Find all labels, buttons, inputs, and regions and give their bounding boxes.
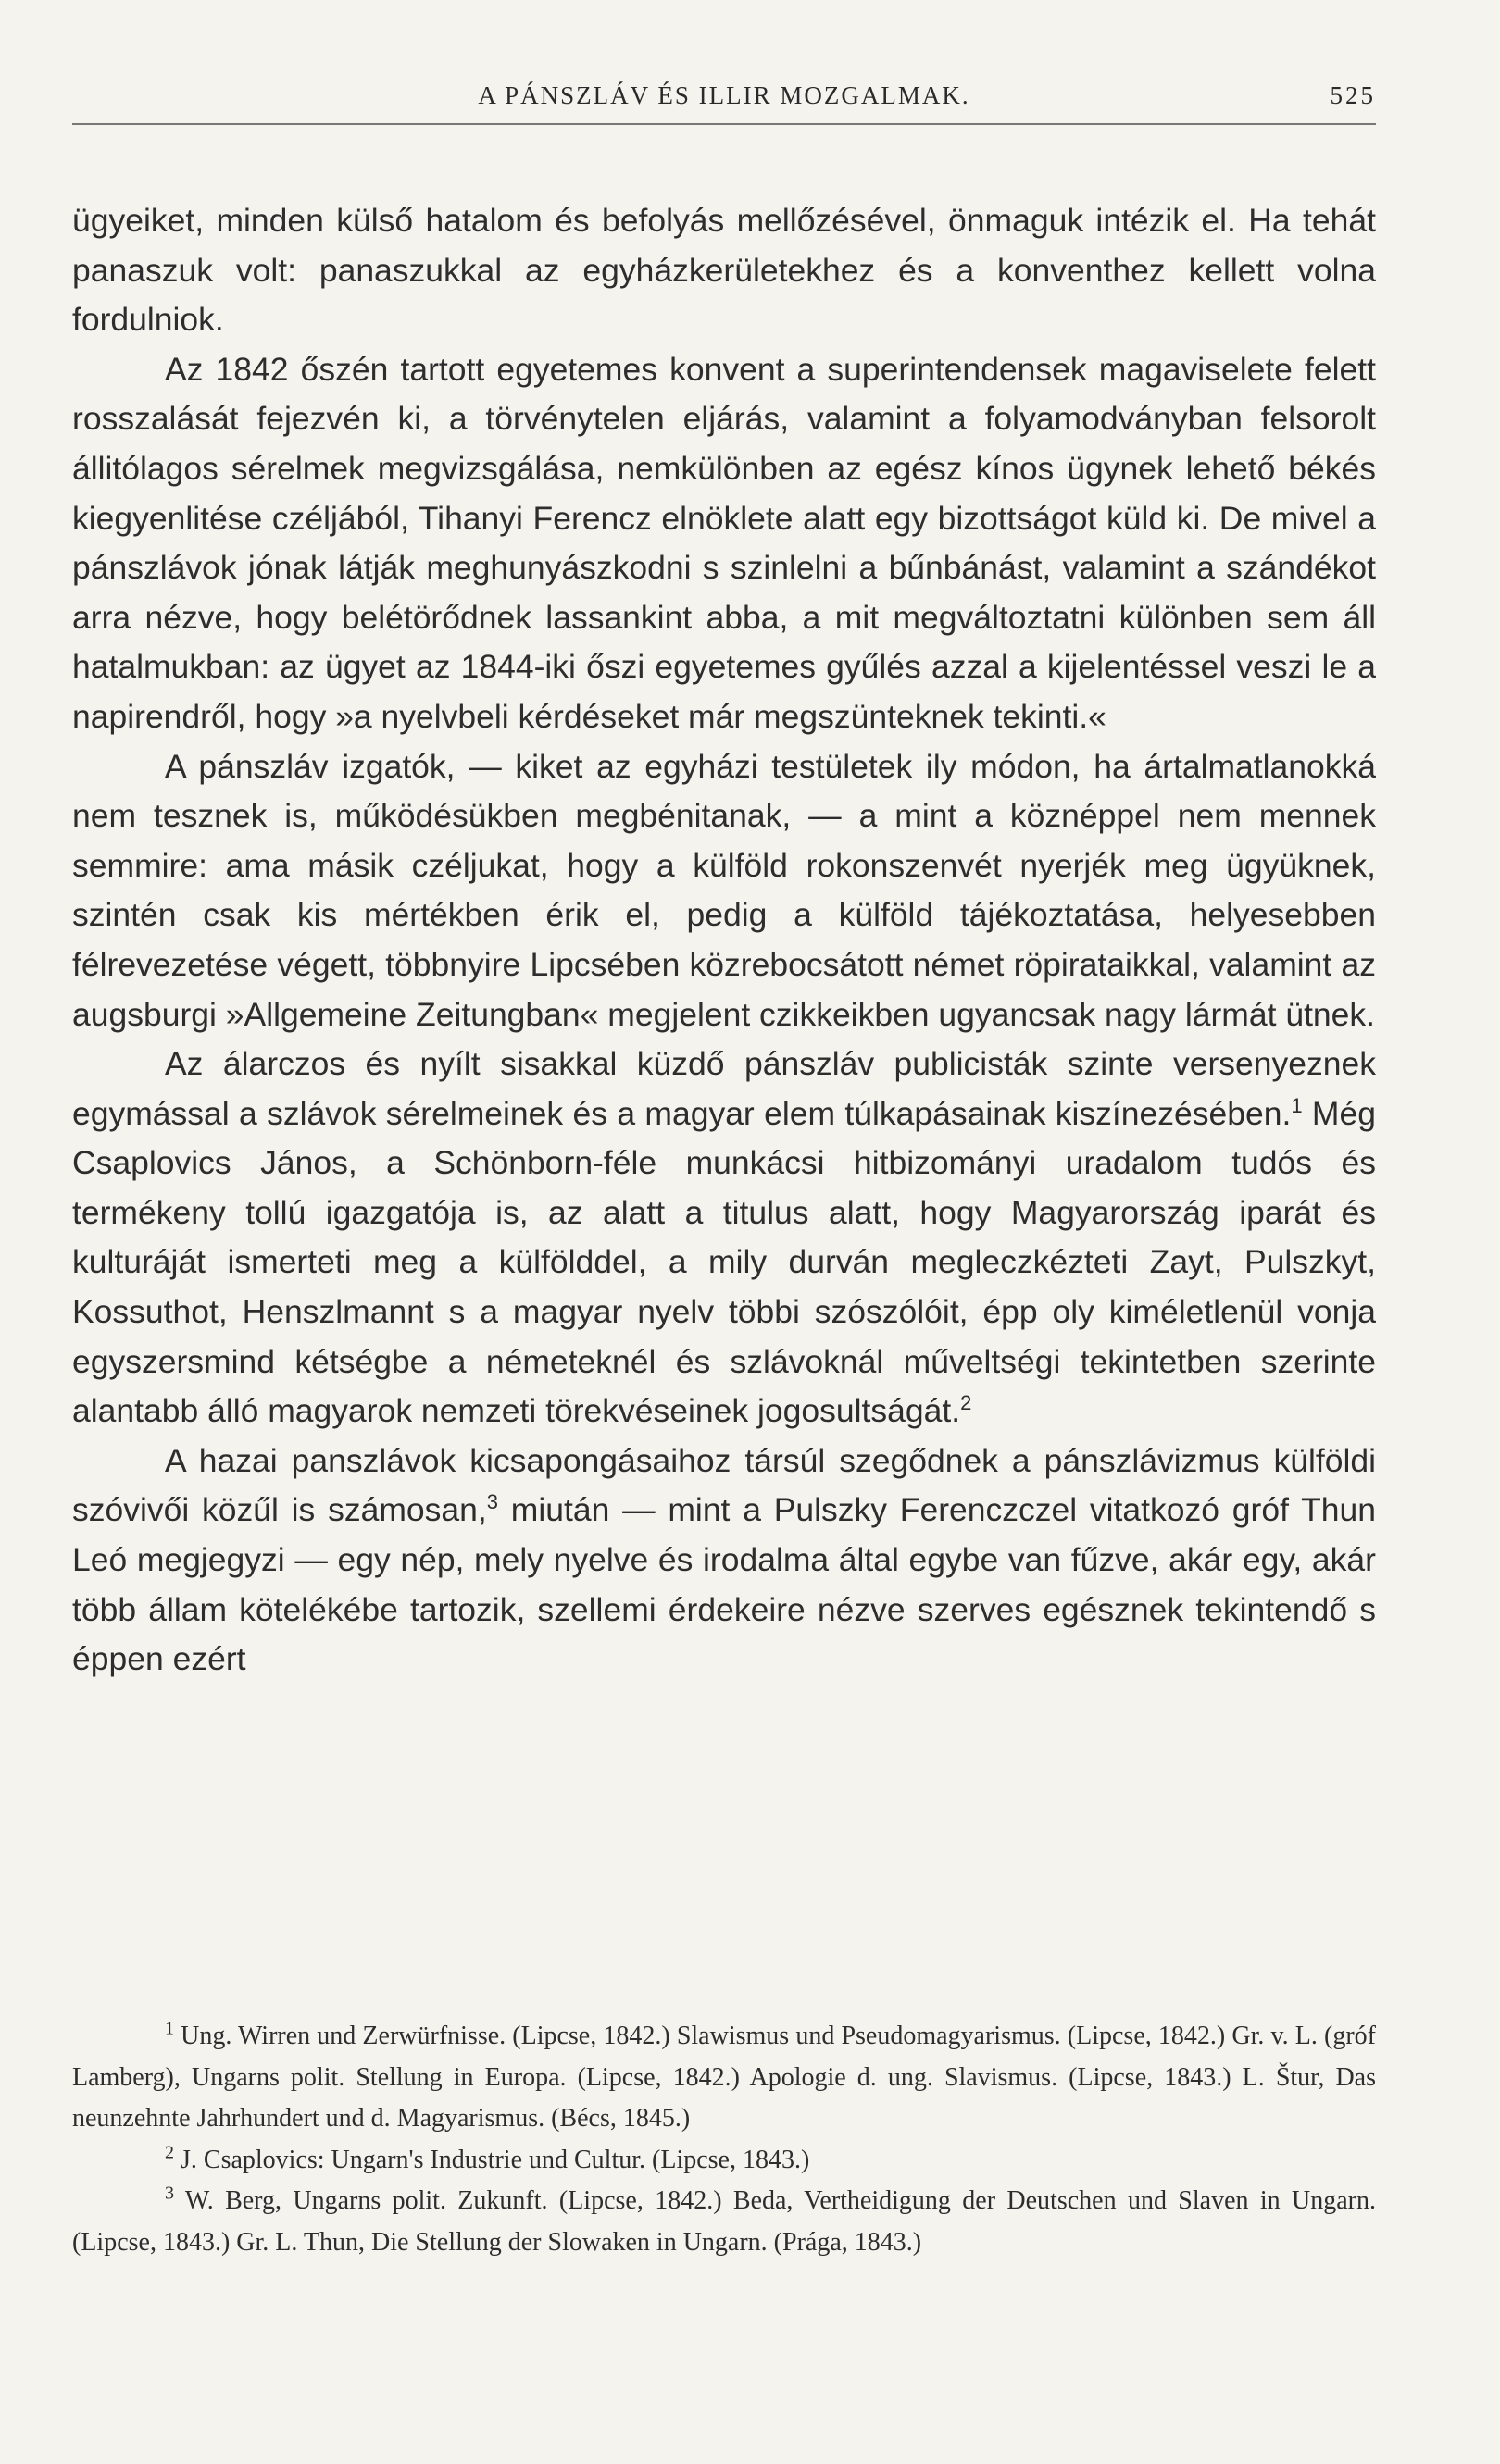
paragraph: A pánszláv izgatók, — kiket az egyházi testületek ily módon, ha ártalmatlanokká nem tesznek is, működésükben megbénitanak, — a mint a köznéppel nem mennek semmire: ama másik czéljukat, hogy a külföld rokonszenvét nyerjék meg ügyüknek, szintén csak kis mértékben érik el, pedig a külföld tájékoztatása, helyesebben félrevezetése végett, többnyire Lipcsében közrebocsátott német röpirataikkal, valamint az augsburgi »Allgemeine Zeitungban« megjelent czikkeikben ugyancsak nagy lármát ütnek.: [72, 747, 1376, 1033]
paragraph-text: Még Csaplovics János, a Schönborn-féle munkácsi hitbizományi uradalom tudós és termékeny tollú igazgatója is, az alatt a titulus alatt, hogy Magyarország iparát és kulturáját ismerteti meg a külfölddel, a mily durván megleczkézteti Zayt, Pulszkyt, Kossuthot, Henszlmannt s a magyar nyelv többi szószólóit, épp oly kiméletlenül vonja egyszersmind kétségbe a németeknél és szlávoknál műveltségi tekintetben szerinte alantabb álló magyarok nemzeti törekvéseinek jogosultságát.: [72, 1094, 1376, 1430]
paragraph: ügyeiket, minden külső hatalom és befolyás mellőzésével, önmaguk intézik el. Ha tehát panaszuk volt: panaszukkal az egyházkerületekhez és a konventhez kellett volna fordulniok.: [72, 202, 1376, 339]
footnote-text: J. Csaplovics: Ungarn's Industrie und Cultur. (Lipcse, 1843.): [181, 2145, 810, 2174]
footnote-reference[interactable]: 1: [1291, 1093, 1303, 1117]
running-title: A PÁNSZLÁV ÉS ILLIR MOZGALMAK.: [478, 81, 970, 109]
footnote-text: W. Berg, Ungarns polit. Zukunft. (Lipcse, 1842.) Beda, Vertheidigung der Deutschen und Slaven in Ungarn. (Lipcse, 1843.) Gr. L. Thun, Die Stellung der Slowaken in Ungarn. (Prága, 1843.): [72, 2186, 1376, 2257]
paragraph-text: miután — mint a Pulszky Ferenczczel vitatkozó gróf Thun Leó megjegyzi — egy nép, mely nyelve és irodalma által egybe van fűzve, akár egy, akár több állam kötelékébe tartozik, szellemi érdekeire nézve szerves egésznek tekintendő s éppen ezért: [72, 1491, 1376, 1678]
footnote: [72, 2181, 1376, 2263]
footnotes: [72, 2016, 1376, 2263]
body-text: [72, 196, 1376, 1685]
footnote-mark: 2: [165, 2142, 174, 2163]
paragraph: Az 1842 őszén tartott egyetemes konvent a superintendensek magaviselete felett rosszalását fejezvén ki, a törvénytelen eljárás, valamint a folyamodványban felsorolt állitólagos sérelmek megvizsgálása, nemkülönben az egész kínos ügynek lehető békés kiegyenlitése czéljából, Tihanyi Ferencz elnöklete alatt egy bizottságot küld ki. De mivel a pánszlávok jónak látják meghunyászkodni s szinlelni a bűnbánást, valamint a szándékot arra nézve, hogy belétörődnek lassankint abba, a mit megváltoztatni különben sem áll hatalmukban: az ügyet az 1844-iki őszi egyetemes gyűlés azzal a kijelentéssel veszi le a napirendről, hogy »a nyelvbeli kérdéseket már megszünteknek tekinti.«: [72, 350, 1376, 735]
footnote-reference[interactable]: 3: [486, 1490, 498, 1514]
running-header: [72, 81, 1376, 118]
footnote: [72, 2016, 1376, 2140]
header-rule: [72, 123, 1376, 125]
footnote-mark: 1: [165, 2018, 174, 2039]
footnote: [72, 2140, 1376, 2182]
footnote-mark: 3: [165, 2183, 174, 2204]
footnote-reference[interactable]: 2: [960, 1391, 972, 1415]
paragraph: [72, 1437, 1376, 1685]
paragraph-text: A hazai panszlávok kicsapongásaihoz társúl szegődnek a pánszlávizmus külföldi szóvivői közűl is számosan,: [72, 1441, 1376, 1529]
paragraph-text: Az álarczos és nyílt sisakkal küzdő pánszláv publicisták szinte versenyeznek egymással a szlávok sérelmeinek és a magyar elem túlkapásainak kiszínezésében.: [72, 1045, 1376, 1132]
footnote-text: Ung. Wirren und Zerwürfnisse. (Lipcse, 1842.) Slawismus und Pseudomagyarismus. (Lipcse, 1842.) Gr. v. L. (gróf Lamberg), Ungarns polit. Stellung in Europa. (Lipcse, 1842.) Apologie d. ung. Slavismus. (Lipcse, 1843.) L. Štur, Das neunzehnte Jahrhundert und d. Magyarismus. (Bécs, 1845.): [72, 2022, 1377, 2133]
paragraph: [72, 1039, 1376, 1437]
page-number: 525: [1330, 81, 1376, 109]
